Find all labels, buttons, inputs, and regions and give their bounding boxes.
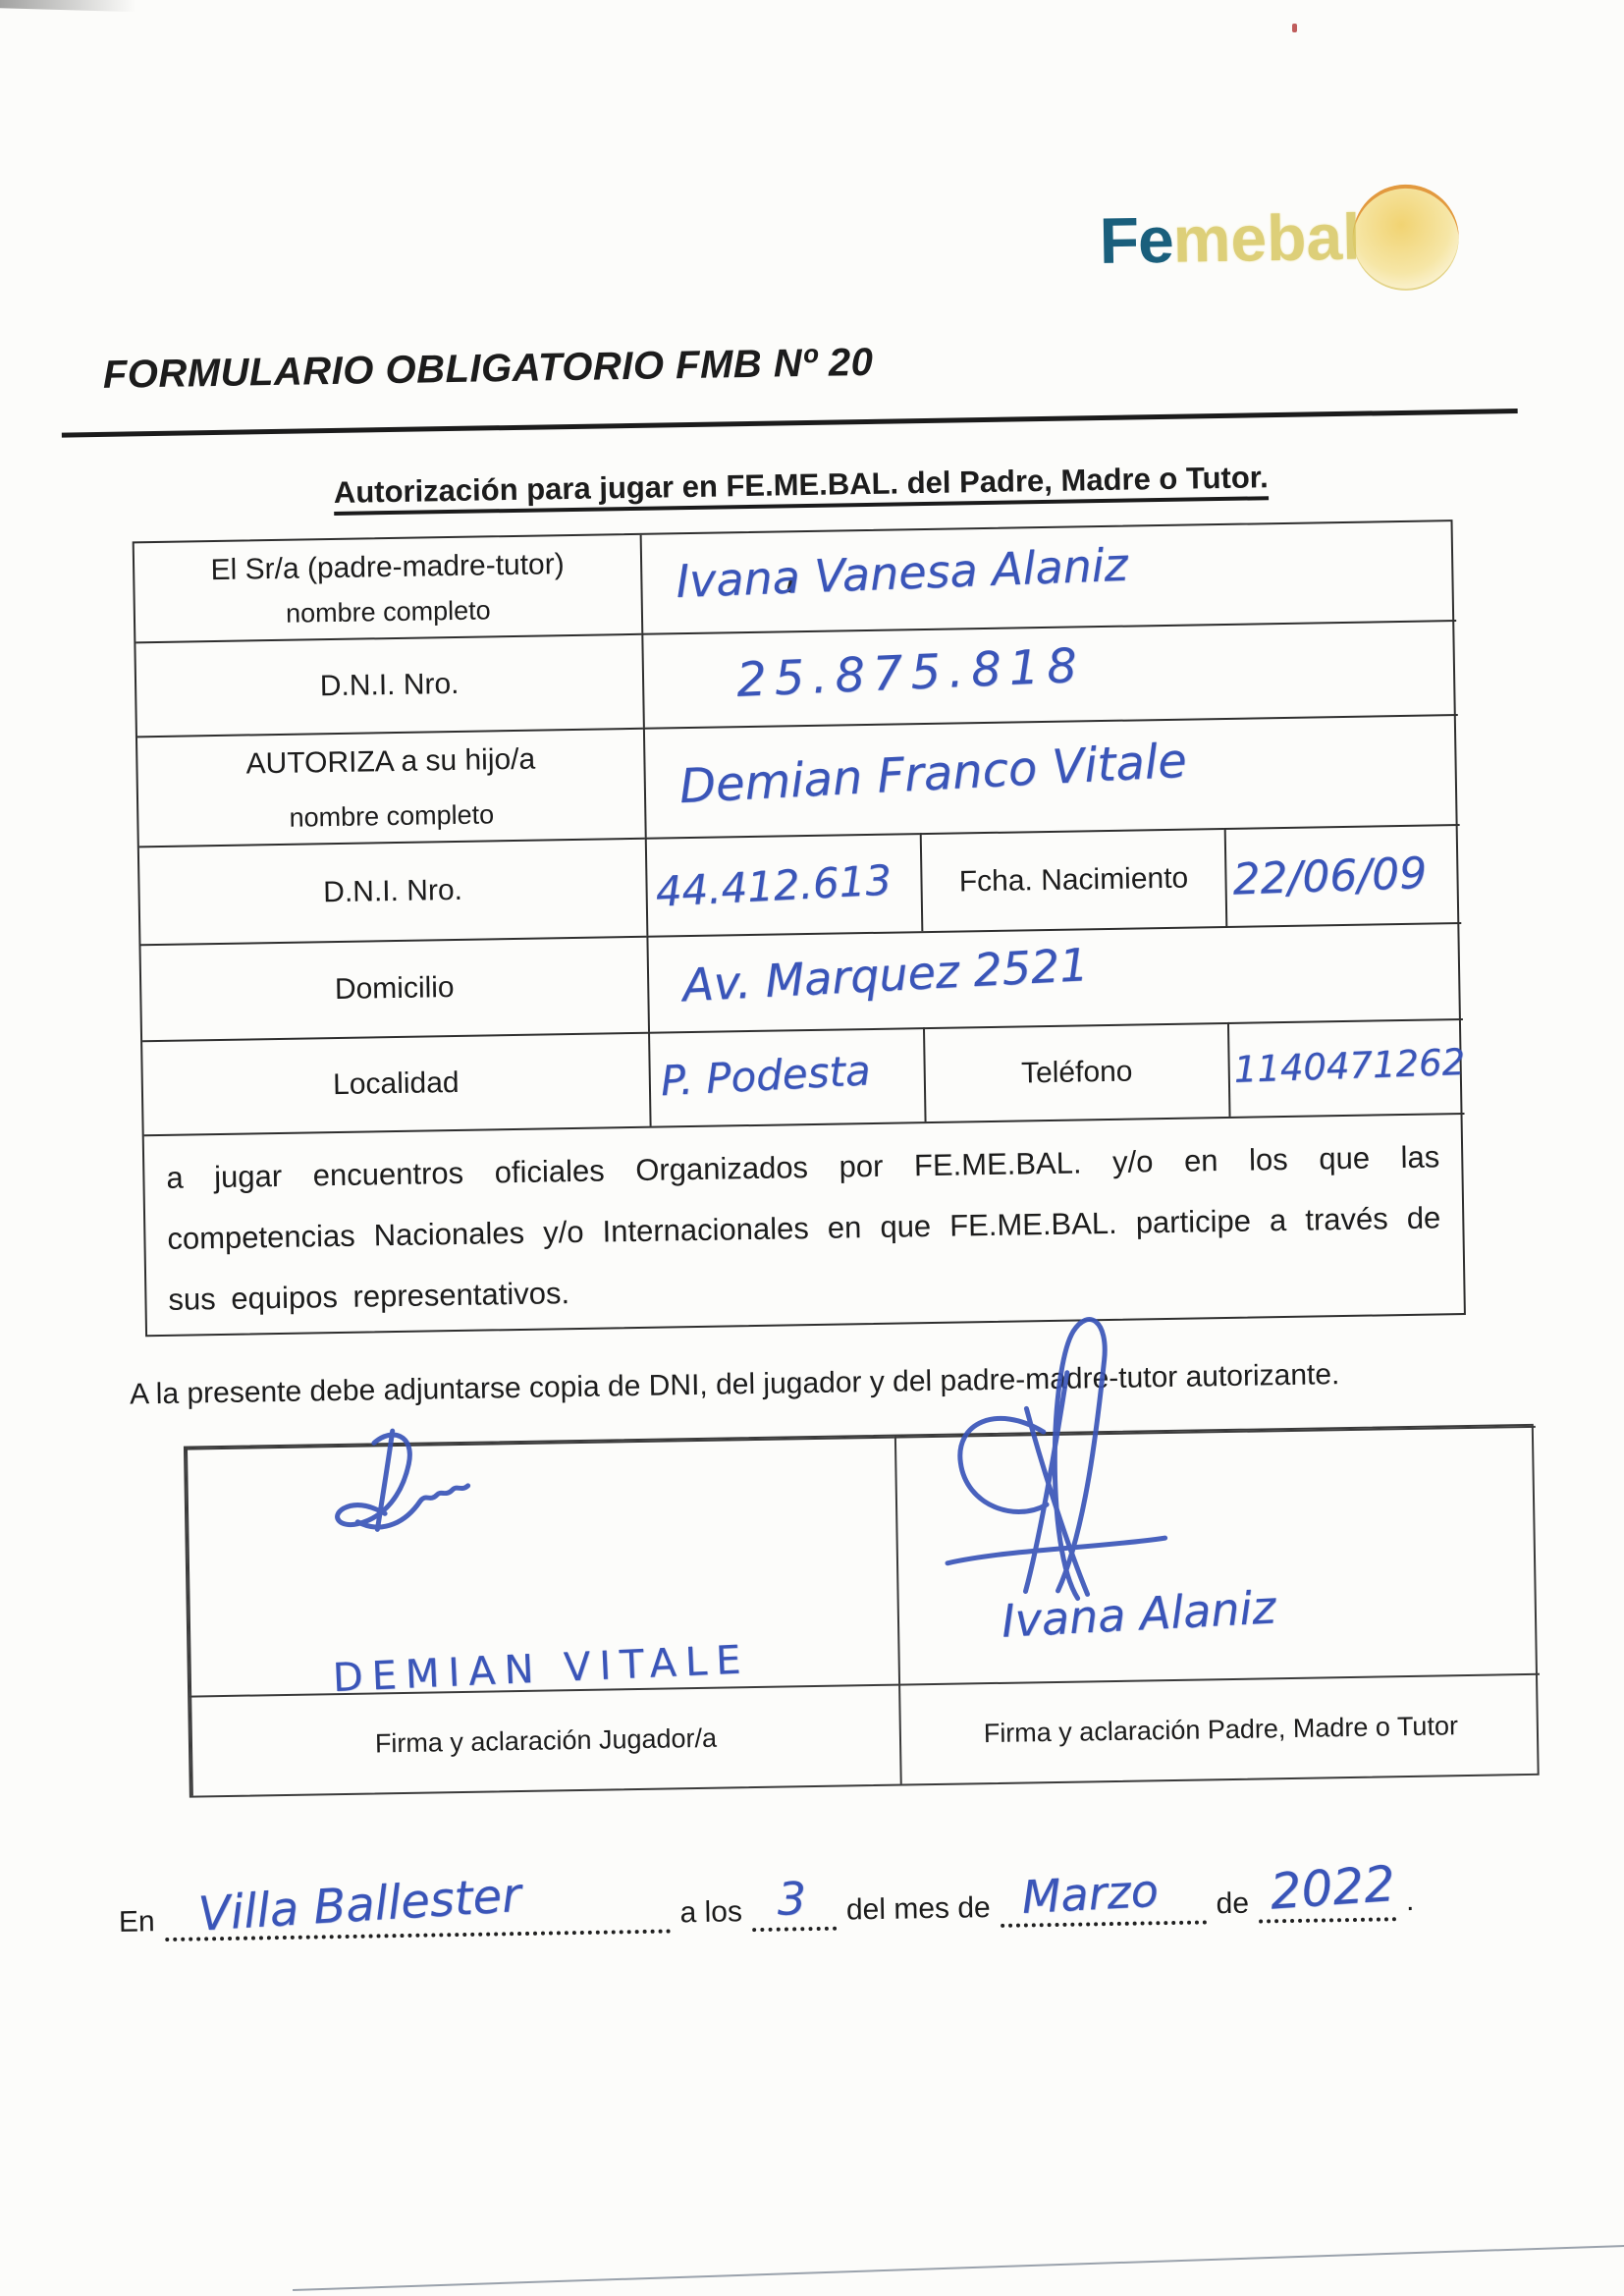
field-city [648,1027,925,1126]
handwriting-phone: 1140471262 [1233,1040,1466,1091]
title-rule [62,409,1518,438]
label-child-dni [139,838,647,945]
handwriting-day: 3 [777,1872,807,1926]
scan-smudge-artifact [0,0,135,12]
attachment-note: A la presente debe adjuntarse copia de DNI, del jugador y del padre-madre-tutor autorizante. [129,1358,1340,1411]
parent-signature-name: Ivana Alaniz [1000,1580,1277,1648]
footer-year-dots [1259,1854,1397,1923]
label-parent-dni [135,633,643,737]
handwriting-city: P. Podesta [659,1045,872,1105]
footer-day-dots [752,1872,838,1932]
femebal-logo [1099,196,1513,311]
player-signature-name: DEMIAN VITALE [331,1637,751,1702]
parent-caption-text: Firma y aclaración Padre, Madre o Tutor [983,1710,1459,1748]
parent-signature-area [894,1426,1540,1684]
label-address-text: Domicilio [334,971,455,1007]
field-parent-dni [641,620,1457,728]
label-city [142,1032,650,1135]
label-child-name [137,728,645,847]
handball-ball-icon [1352,184,1460,292]
footer-de-label: de [1216,1886,1250,1921]
parent-signature-caption [898,1673,1542,1784]
field-child-name [643,714,1460,838]
label-parent-name [135,535,642,642]
authorization-paragraph: a jugar encuentros oficiales Organizados por FE.ME.BAL. y/o en los que las competencias Nacionales y/o Internacionales en que FE.ME.BAL. participe a través de sus equipos representativos. [144,1113,1468,1335]
label-parent-name-main: El Sr/a (padre-madre-tutor) [210,548,565,587]
player-signature-caption [189,1684,900,1796]
handwriting-parent-dni: 25.875.818 [734,637,1086,708]
label-phone-text: Teléfono [1020,1055,1133,1090]
handwriting-month: Marzo [1020,1863,1160,1924]
footer-delmes-label: del mes de [845,1891,991,1927]
authorization-table [133,519,1466,1337]
handwriting-place: Villa Ballester [196,1867,522,1942]
footer-place-dots [164,1867,671,1942]
footer-en-label: En [118,1905,155,1939]
footer-alos-label: a los [679,1895,743,1930]
label-parent-dni-text: D.N.I. Nro. [319,667,460,703]
field-child-dni [645,833,922,936]
label-child-dni-text: D.N.I. Nro. [322,873,463,909]
field-parent-name [640,521,1457,633]
label-child-name-main: AUTORIZA a su hijo/a [245,742,536,781]
footer-month-dots [1000,1863,1207,1927]
player-caption-text: Firma y aclaración Jugador/a [374,1722,718,1758]
handwriting-year: 2022 [1268,1854,1397,1921]
logo-text-mebal: mebal [1172,199,1362,276]
footer-place-date-line [112,1839,1586,1942]
label-city-text: Localidad [332,1066,460,1102]
subtitle-wrap [0,454,1613,516]
handwriting-child-name: Demian Franco Vitale [677,733,1188,815]
signature-table [184,1424,1540,1798]
field-address [646,922,1463,1032]
handwriting-child-dni: 44.412.613 [654,854,893,916]
logo-text-fe: Fe [1099,202,1174,278]
label-parent-name-sub: nombre completo [285,595,491,629]
label-address [140,936,648,1041]
label-birthdate-text: Fcha. Nacimiento [958,861,1189,899]
label-birthdate [920,828,1226,931]
handwriting-birthdate: 22/06/09 [1231,847,1428,905]
handwriting-address: Av. Marquez 2521 [680,938,1090,1012]
label-child-name-sub: nombre completo [289,799,495,833]
label-phone [923,1022,1229,1121]
form-subtitle: Autorización para jugar en FE.ME.BAL. del Padre, Madre o Tutor. [334,460,1270,516]
handwriting-parent-name: Ivana Vanesa Alaniz [675,537,1129,609]
field-birthdate [1224,824,1462,926]
field-phone [1227,1018,1465,1117]
form-title: FORMULARIO OBLIGATORIO FMB Nº 20 [102,340,874,397]
footer-period: . [1405,1884,1415,1918]
